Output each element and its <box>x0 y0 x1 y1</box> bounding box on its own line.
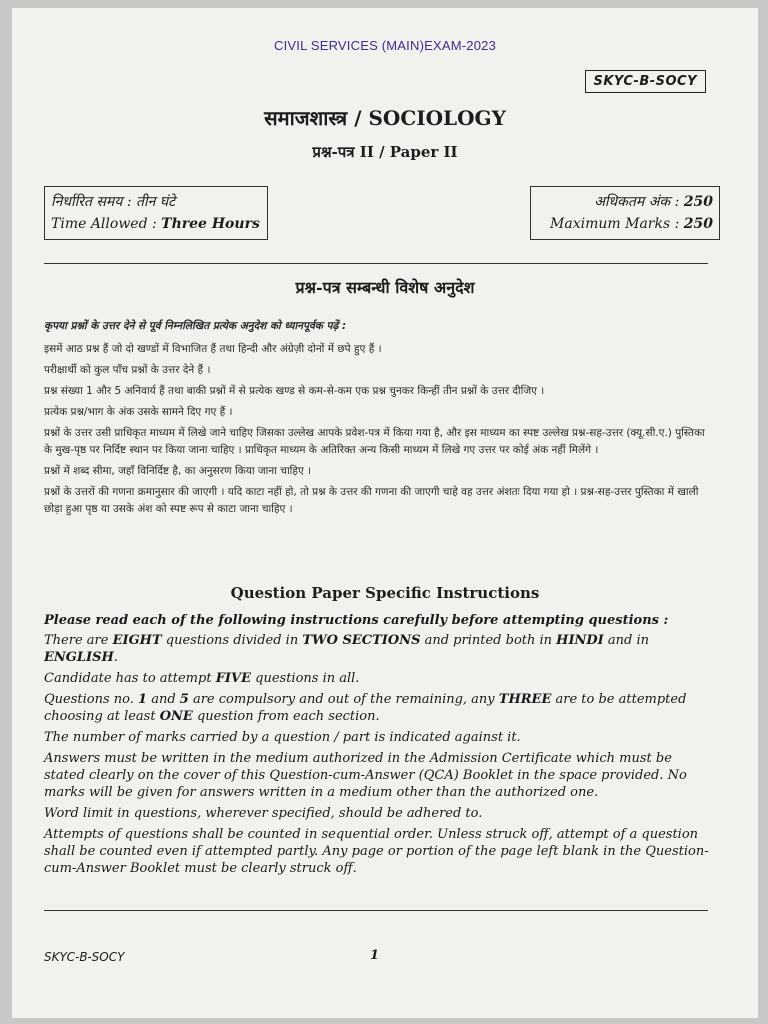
maximum-marks-box <box>530 186 720 240</box>
paper-code-box: SKYC-B-SOCY <box>585 70 707 93</box>
hindi-instruction-item: प्रत्येक प्रश्न/भाग के अंक उसके सामने दिए गए हैं । <box>44 406 233 418</box>
hindi-instruction-item: प्रश्नों के उत्तरों की गणना क्रमानुसार की जाएगी । यदि काटा नहीं हो, तो प्रश्न के उत्तर की गणना की जाएगी चाहे वह उत्तर अंशतः दिया गया हो । प्रश्न-सह-उत्तर पुस्तिका में खाली छोड़ा हुआ पृष्ठ या उसके अंश को स्पष्ट रूप से काटा जाना चाहिए । <box>44 486 699 515</box>
hindi-instructions-heading: प्रश्न-पत्र सम्बन्धी विशेष अनुदेश <box>295 278 475 297</box>
english-instruction-item: There are EIGHT questions divided in TWO SECTIONS and printed both in HINDI and in ENGLISH. <box>44 633 650 665</box>
time-hindi: निर्धारित समय : तीन घंटे <box>51 194 176 210</box>
subject-title: समाजशास्त्र / SOCIOLOGY <box>264 106 506 130</box>
hindi-instruction-item: प्रश्नों में शब्द सीमा, जहाँ विनिर्दिष्ट है, का अनुसरण किया जाना चाहिए । <box>44 465 312 477</box>
hindi-instruction-item: इसमें आठ प्रश्न हैं जो दो खण्डों में विभाजित हैं तथा हिन्दी और अंग्रेज़ी दोनों में छपे हुए हैं । <box>44 343 382 355</box>
english-instruction-item: Questions no. 1 and 5 are compulsory and out of the remaining, any THREE are to be attempted choosing at least ONE question from each section. <box>44 692 687 724</box>
paper-title: प्रश्न-पत्र II / Paper II <box>312 143 458 161</box>
english-instruction-item: Candidate has to attempt FIVE questions in all. <box>44 671 360 686</box>
exam-paper-page <box>12 8 758 1018</box>
hindi-instruction-item: प्रश्नों के उत्तर उसी प्राधिकृत माध्यम में लिखे जाने चाहिए जिसका उल्लेख आपके प्रवेश-पत्र में किया गया है, और इस माध्यम का स्पष्ट उल्लेख प्रश्न-सह-उत्तर (क्यू.सी.ए.) पुस्तिका के मुख-पृष्ठ पर निर्दिष्ट स्थान पर किया जाना चाहिए । प्राधिकृत माध्यम के अतिरिक्त अन्य किसी माध्यम में लिखे गए उत्तर पर कोई अंक नहीं मिलेंगे । <box>44 427 705 456</box>
hindi-lead: कृपया प्रश्नों के उत्तर देने से पूर्व निम्नलिखित प्रत्येक अनुदेश को ध्यानपूर्वक पढ़ें : <box>44 320 347 332</box>
footer-paper-code: SKYC-B-SOCY <box>44 950 125 964</box>
english-instruction-item: Attempts of questions shall be counted in sequential order. Unless struck off, attempt of a question shall be counted even if attempted partly. Any page or portion of the page left blank in the Question-cum-Answer Booklet must be clearly struck off. <box>44 827 709 876</box>
english-lead: Please read each of the following instructions carefully before attempting questions : <box>44 613 669 628</box>
hindi-instruction-list <box>44 341 710 518</box>
hindi-instructions <box>44 318 710 522</box>
time-english: Time Allowed : Three Hours <box>51 216 260 232</box>
time-allowed-box <box>44 186 268 240</box>
english-instruction-item: Word limit in questions, wherever specified, should be adhered to. <box>44 806 483 821</box>
page-number: 1 <box>370 948 380 963</box>
english-instructions <box>44 612 710 881</box>
divider-top <box>44 263 708 264</box>
marks-english: Maximum Marks : 250 <box>550 216 713 232</box>
english-instruction-item: The number of marks carried by a question / part is indicated against it. <box>44 730 521 745</box>
english-instruction-item: Answers must be written in the medium authorized in the Admission Certificate which must be stated clearly on the cover of this Question-cum-Answer (QCA) Booklet in the space provided. No marks will be given for answers written in a medium other than the authorized one. <box>44 751 687 800</box>
exam-header: CIVIL SERVICES (MAIN)EXAM-2023 <box>273 38 496 53</box>
english-instructions-heading: Question Paper Specific Instructions <box>230 584 540 602</box>
english-instruction-list <box>44 632 710 877</box>
divider-bottom <box>44 910 708 911</box>
hindi-instruction-item: परीक्षार्थी को कुल पाँच प्रश्नों के उत्तर देने हैं । <box>44 364 211 376</box>
hindi-instruction-item: प्रश्न संख्या 1 और 5 अनिवार्य हैं तथा बाकी प्रश्नों में से प्रत्येक खण्ड से कम-से-कम एक प्रश्न चुनकर किन्हीं तीन प्रश्नों के उत्तर दीजिए । <box>44 385 545 397</box>
marks-hindi: अधिकतम अंक : 250 <box>594 194 713 210</box>
